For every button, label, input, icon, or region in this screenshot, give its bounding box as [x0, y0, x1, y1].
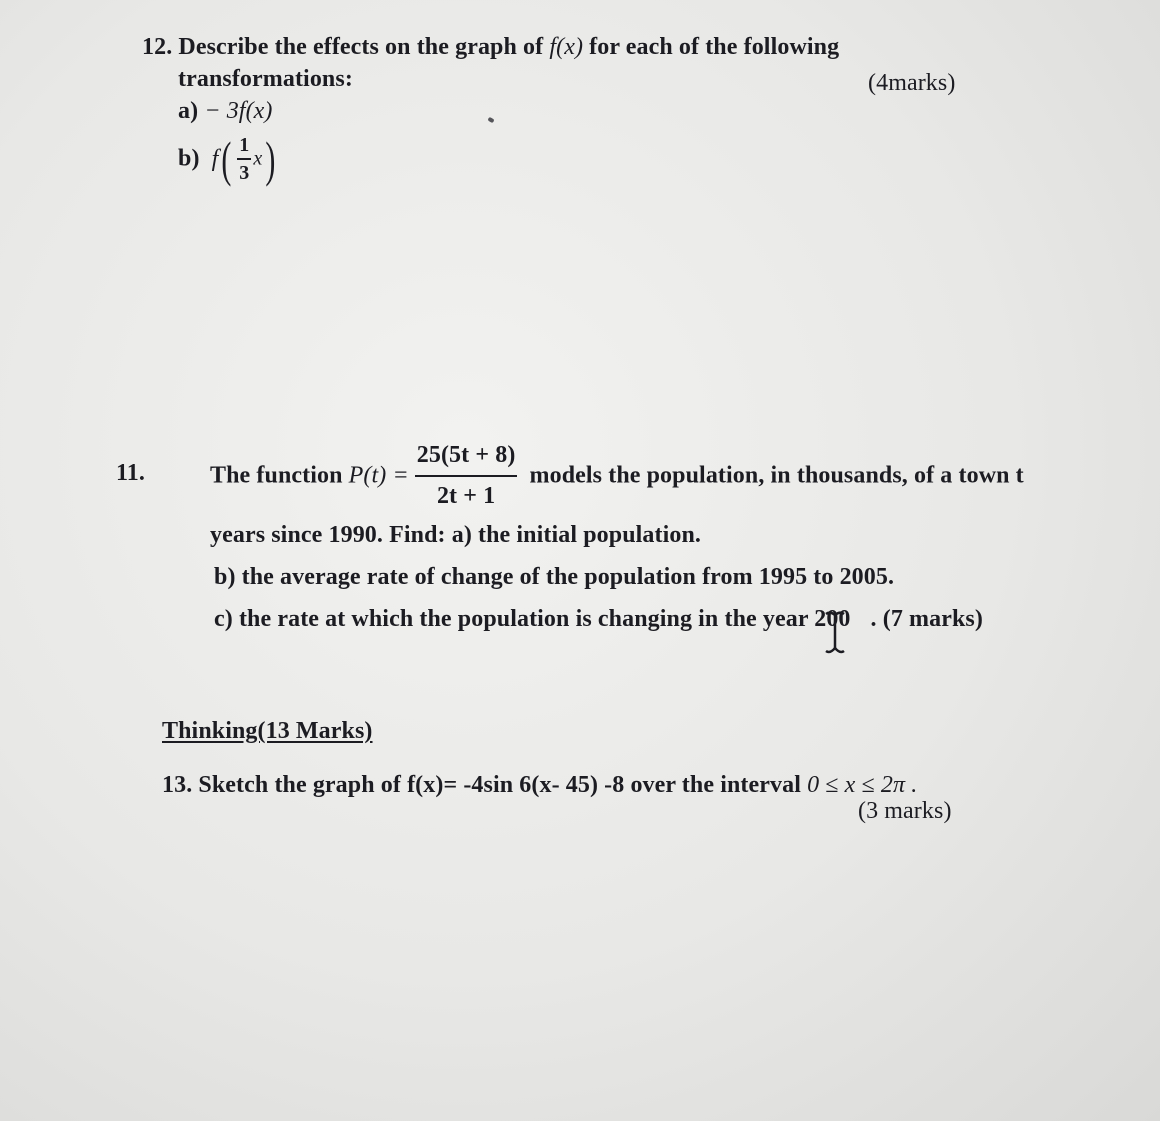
q12-line1-suffix: for each of the following: [583, 34, 840, 60]
q12-line2: transformations:: [178, 66, 353, 92]
q11-part-b: b) the average rate of change of the population from 1995 to 2005.: [214, 564, 895, 590]
q12-marks: (4marks): [868, 70, 956, 96]
q11-line1: [210, 440, 1024, 512]
q12-part-b-func: f: [211, 145, 219, 172]
q11-intro-suffix: models the population, in thousands, of a town t: [523, 462, 1024, 489]
text-cursor-icon: [820, 608, 850, 656]
q12-part-a-expression: − 3f(x): [204, 98, 273, 124]
q13-marks: (3 marks): [858, 798, 952, 824]
q11-denominator: 2t + 1: [436, 483, 496, 510]
q13-interval: 0 ≤ x ≤ 2π .: [807, 772, 918, 798]
q13-text: 13. Sketch the graph of f(x)= -4sin 6(x- 45) -8 over the interval: [162, 772, 808, 798]
q11-fraction: [415, 440, 518, 512]
q12-part-b-fraction: [237, 134, 251, 184]
q12-part-b-variable: x: [253, 147, 263, 170]
q11-part-c-marks: . (7 marks): [870, 606, 983, 632]
q11-intro: The function: [210, 462, 349, 489]
paper-speck-mark: [487, 117, 494, 123]
q12-part-b-denominator: 3: [239, 162, 250, 184]
q12-part-b-numerator: 1: [237, 134, 251, 160]
q11-part-c: [214, 606, 983, 633]
q11-part-c-text: c) the rate at which the population is changing in the year 200: [214, 606, 851, 632]
q12-line1-prefix: 12. Describe the effects on the graph of: [142, 34, 550, 60]
q11-number: 11.: [116, 460, 145, 486]
q12-part-a-label: a): [178, 98, 199, 124]
left-paren-icon: (: [221, 131, 232, 187]
q12-part-a: [178, 98, 273, 125]
q13-line: [162, 772, 917, 799]
q12-line1: [142, 34, 839, 61]
q12-function: f(x): [549, 34, 584, 60]
thinking-section-heading: Thinking(13 Marks): [162, 718, 373, 744]
right-paren-icon: ): [265, 131, 276, 187]
q11-line2: years since 1990. Find: a) the initial population.: [210, 522, 702, 548]
q12-part-b: [178, 131, 279, 187]
q11-numerator: 25(5t + 8): [415, 440, 518, 477]
q11-function-lhs: P(t) =: [348, 462, 409, 489]
q12-part-b-label: b): [178, 145, 200, 172]
